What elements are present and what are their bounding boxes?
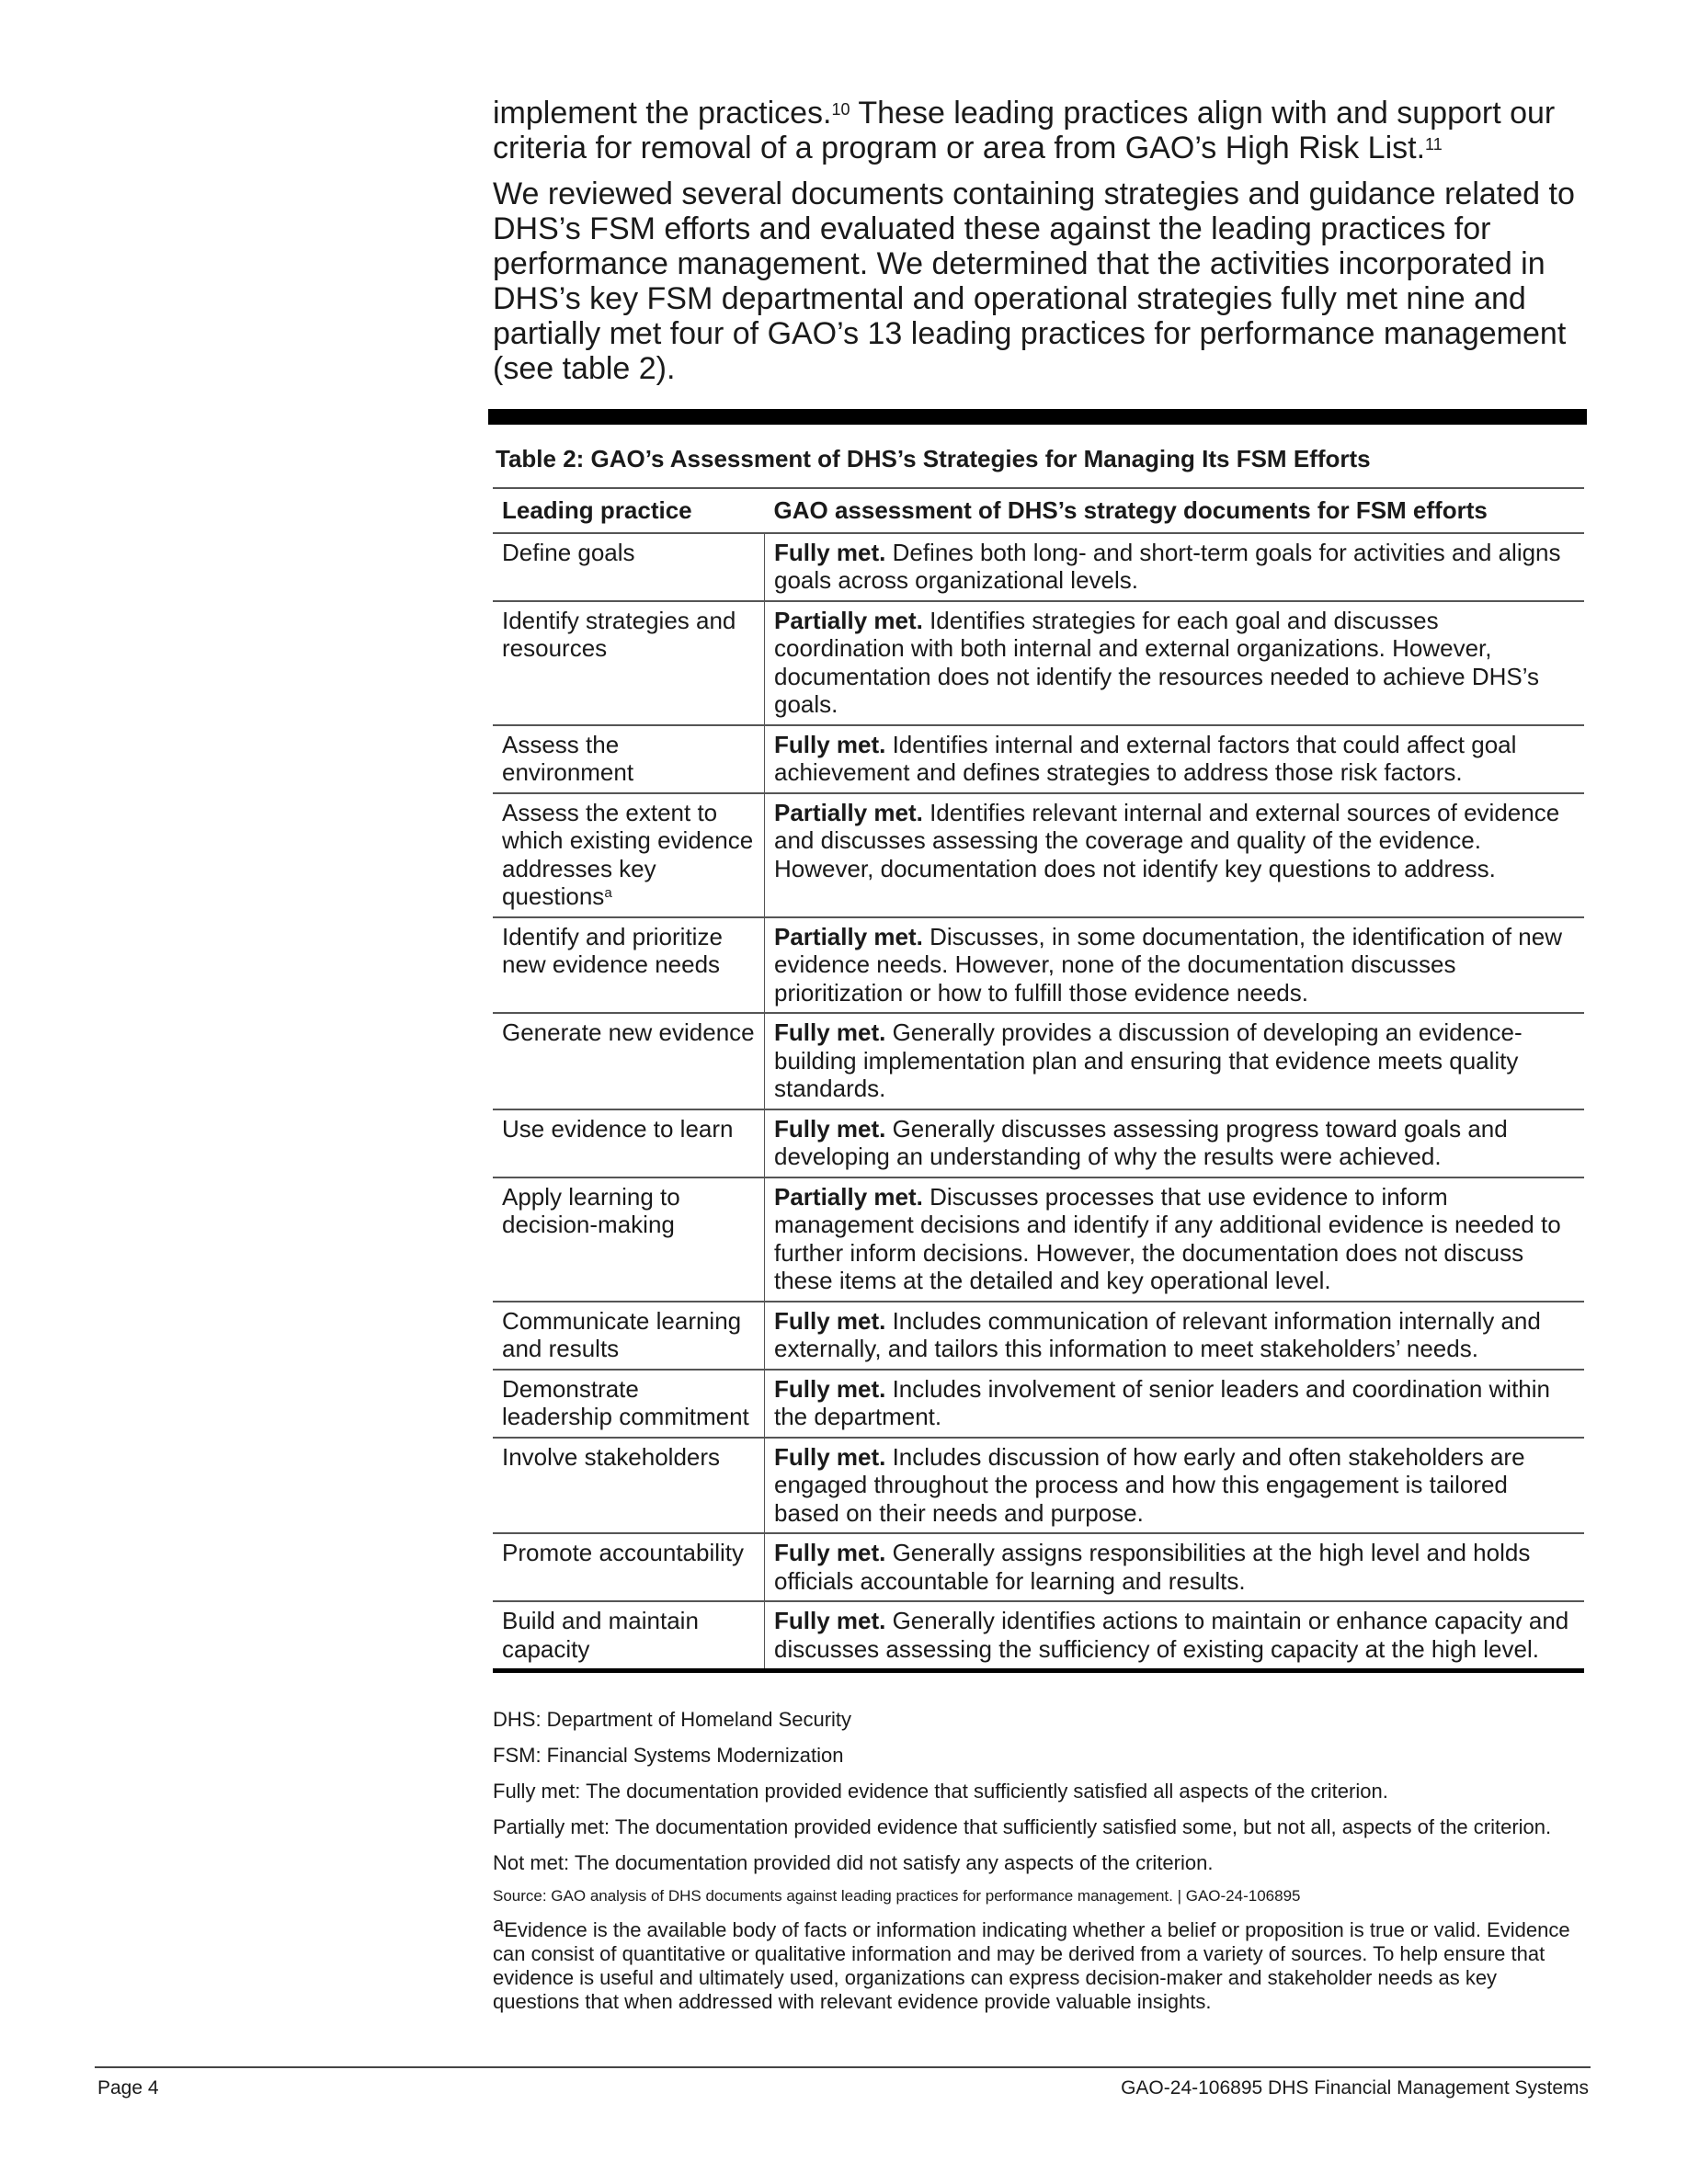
intro-paragraph-1 xyxy=(493,96,1589,165)
assessment-rating: Fully met. xyxy=(774,1306,886,1335)
table-notes xyxy=(493,1708,1578,2026)
leading-practice-label: Promote accountability xyxy=(502,1539,745,1566)
assessment-cell xyxy=(765,1601,1585,1671)
leading-practice-cell xyxy=(493,1601,765,1671)
assessment-text: Discusses processes that use evidence to inform management decisions and identify if any additional evidence is needed to further inform decisions. However, the documentation does not discuss these items at the detailed and key operational level. xyxy=(774,1182,1561,1294)
table-caption: Table 2: GAO’s Assessment of DHS’s Strategies for Managing Its FSM Efforts xyxy=(496,445,1371,472)
assessment-cell xyxy=(765,533,1585,601)
assessment-cell xyxy=(765,725,1585,793)
assessment-cell xyxy=(765,1370,1585,1438)
assessment-text: Discusses, in some documentation, the identification of new evidence needs. However, none of the documentation discusses prioritization or how to fulfill those evidence needs. xyxy=(774,922,1563,1007)
assessment-table xyxy=(493,487,1584,1673)
leading-practice-cell xyxy=(493,601,765,725)
leading-practice-label: Demonstrate leadership commitment xyxy=(502,1374,749,1430)
report-title: GAO-24-106895 DHS Financial Management Systems xyxy=(1121,2077,1589,2099)
assessment-cell xyxy=(765,1177,1585,1302)
table-row xyxy=(493,1109,1584,1177)
footer-rule xyxy=(95,2066,1591,2068)
assessment-text: Identifies relevant internal and external sources of evidence and discusses assessing the coverage and quality of the evidence. However, documentation does not identify key questions to address. xyxy=(774,798,1560,882)
assessment-rating: Partially met. xyxy=(774,606,923,634)
table-row xyxy=(493,1013,1584,1109)
assessment-rating: Fully met. xyxy=(774,1539,886,1566)
leading-practice-label: Involve stakeholders xyxy=(502,1442,721,1471)
assessment-cell xyxy=(765,1302,1585,1370)
footnote-a xyxy=(493,1913,1578,2014)
table-row xyxy=(493,1177,1584,1302)
intro-paragraph-2: We reviewed several documents containing strategies and guidance related to DHS’s FSM efforts and evaluated these against the leading practices for performance management. We determined that the activities incorporated in DHS’s key FSM departmental and operational strategies fully met nine and partially met four of GAO’s 13 leading practices for performance management (see table 2). xyxy=(493,176,1575,386)
leading-practice-cell xyxy=(493,1177,765,1302)
page-number: Page 4 xyxy=(97,2077,159,2099)
table-row xyxy=(493,1601,1584,1671)
assessment-text: Generally provides a discussion of developing an evidence-building implementation plan and ensuring that evidence meets quality standards. xyxy=(774,1018,1523,1102)
table-row xyxy=(493,601,1584,725)
header-gao-assessment: GAO assessment of DHS’s strategy documents for FSM efforts xyxy=(765,488,1585,533)
assessment-rating: Partially met. xyxy=(774,922,923,950)
assessment-rating: Partially met. xyxy=(774,1182,923,1211)
leading-practice-label: Apply learning to decision-making xyxy=(502,1182,680,1238)
source-line: Source: GAO analysis of DHS documents against leading practices for performance management. | GAO-24-106895 xyxy=(493,1887,1301,1905)
assessment-cell xyxy=(765,1533,1585,1601)
assessment-rating: Fully met. xyxy=(774,1442,886,1471)
intro-paragraph-1-text-a: implement the practices. xyxy=(493,96,832,131)
leading-practice-label: Identify strategies and resources xyxy=(502,606,736,662)
leading-practice-cell xyxy=(493,1533,765,1601)
assessment-table-section xyxy=(488,409,1587,1673)
leading-practice-label: Assess the environment xyxy=(502,730,634,786)
footnote-a-text: Evidence is the available body of facts or information indicating whether a belief or proposition is true or valid. Evidence can consist of quantitative or qualitative information and may be derived from a variety of sources. To help ensure that evidence is useful and ultimately used, organizations can express decision-maker and stakeholder needs as key questions that when addressed with relevant evidence provide valuable insights. xyxy=(493,1918,1570,2013)
table-row xyxy=(493,1533,1584,1601)
assessment-text: Includes discussion of how early and often stakeholders are engaged throughout the process and how this engagement is tailored based on their needs and purpose. xyxy=(774,1442,1525,1527)
assessment-rating: Partially met. xyxy=(774,798,923,826)
assessment-rating: Fully met. xyxy=(774,1607,886,1634)
assessment-text: Generally assigns responsibilities at the high level and holds officials accountable for learning and results. xyxy=(774,1539,1531,1595)
leading-practice-cell xyxy=(493,533,765,601)
assessment-text: Identifies strategies for each goal and discusses coordination with both internal and external organizations. However, documentation does not identify the resources needed to achieve DHS’s goals. xyxy=(774,606,1540,718)
assessment-text: Includes involvement of senior leaders and coordination within the department. xyxy=(774,1374,1551,1430)
table-row xyxy=(493,725,1584,793)
table-row xyxy=(493,1370,1584,1438)
footnote-ref-10[interactable]: 10 xyxy=(831,100,850,119)
assessment-rating: Fully met. xyxy=(774,1114,886,1143)
leading-practice-cell xyxy=(493,917,765,1014)
assessment-text: Generally identifies actions to maintain or enhance capacity and discusses assessing the sufficiency of existing capacity at the high level. xyxy=(774,1607,1569,1663)
leading-practice-label: Define goals xyxy=(502,538,635,566)
footnote-ref-11[interactable]: 11 xyxy=(1425,135,1443,154)
note-not-met: Not met: The documentation provided did not satisfy any aspects of the criterion. xyxy=(493,1851,1214,1874)
table-row xyxy=(493,793,1584,917)
footnote-ref-a[interactable]: a xyxy=(604,885,612,901)
table-header-row xyxy=(493,488,1584,533)
leading-practice-label: Build and maintain capacity xyxy=(502,1607,699,1663)
note-partially-met: Partially met: The documentation provided evidence that sufficiently satisfied some, but not all, aspects of the criterion. xyxy=(493,1815,1552,1838)
leading-practice-cell xyxy=(493,1013,765,1109)
leading-practice-label: Use evidence to learn xyxy=(502,1114,734,1143)
leading-practice-cell xyxy=(493,1438,765,1534)
footnote-a-mark: a xyxy=(493,1913,505,1936)
table-row xyxy=(493,917,1584,1014)
assessment-text: Generally discusses assessing progress toward goals and developing an understanding of why the results were achieved. xyxy=(774,1114,1508,1170)
leading-practice-cell xyxy=(493,793,765,917)
note-dhs: DHS: Department of Homeland Security xyxy=(493,1708,852,1731)
table-row xyxy=(493,533,1584,601)
note-fsm: FSM: Financial Systems Modernization xyxy=(493,1744,844,1767)
assessment-cell xyxy=(765,1438,1585,1534)
leading-practice-label: Communicate learning and results xyxy=(502,1306,742,1362)
table-row xyxy=(493,1302,1584,1370)
intro-paragraph-1-text-b: These leading practices align with and support our criteria for removal of a program or area from GAO’s High Risk List. xyxy=(493,96,1556,165)
intro-text xyxy=(493,96,1589,397)
assessment-text: Identifies internal and external factors that could affect goal achievement and defines strategies to address those risk factors. xyxy=(774,730,1517,786)
note-fully-met: Fully met: The documentation provided evidence that sufficiently satisfied all aspects of the criterion. xyxy=(493,1780,1388,1803)
table-top-rule xyxy=(488,409,1587,425)
table-row xyxy=(493,1438,1584,1534)
assessment-rating: Fully met. xyxy=(774,1018,886,1046)
leading-practice-label: Identify and prioritize new evidence needs xyxy=(502,922,723,978)
table-body xyxy=(493,533,1584,1671)
leading-practice-cell xyxy=(493,1109,765,1177)
assessment-cell xyxy=(765,1013,1585,1109)
leading-practice-label: Generate new evidence xyxy=(502,1018,755,1046)
leading-practice-cell xyxy=(493,1370,765,1438)
assessment-rating: Fully met. xyxy=(774,1374,886,1403)
assessment-cell xyxy=(765,793,1585,917)
leading-practice-cell xyxy=(493,1302,765,1370)
leading-practice-label: Assess the extent to which existing evidence addresses key questions xyxy=(502,798,754,910)
assessment-text: Includes communication of relevant information internally and externally, and tailors this information to meet stakeholders’ needs. xyxy=(774,1306,1541,1362)
leading-practice-cell xyxy=(493,725,765,793)
assessment-cell xyxy=(765,601,1585,725)
assessment-cell xyxy=(765,917,1585,1014)
assessment-cell xyxy=(765,1109,1585,1177)
assessment-rating: Fully met. xyxy=(774,730,886,758)
header-leading-practice: Leading practice xyxy=(493,488,765,533)
assessment-rating: Fully met. xyxy=(774,538,886,566)
assessment-text: Defines both long- and short-term goals for activities and aligns goals across organizational levels. xyxy=(774,538,1561,594)
